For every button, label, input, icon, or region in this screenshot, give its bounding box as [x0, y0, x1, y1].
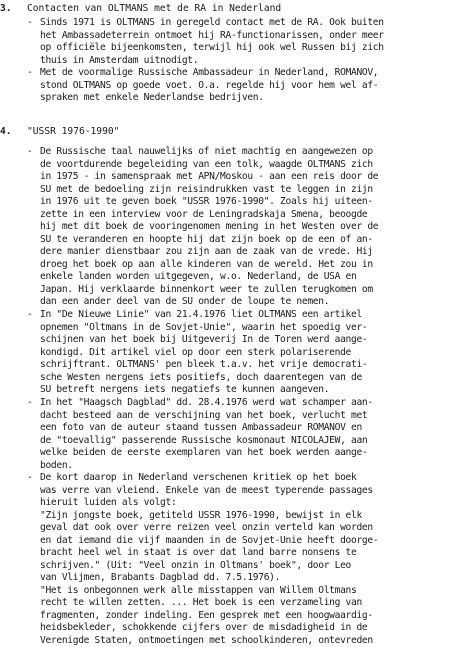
text-line: bracht heel wel in staat is over dat land barre nonsens te: [40, 547, 356, 560]
bullet-dash: -: [27, 17, 33, 30]
text-line: de voortdurende begeleiding van een tolk, waagde OLTMANS zich: [40, 159, 373, 172]
text-line: In "De Nieuwe Linie" van 21.4.1976 liet OLTMANS een artikel: [40, 309, 362, 322]
text-line: hieruit luiden als volgt:: [40, 497, 176, 510]
text-line: in 1975 - in samenspraak met APN/Moskou - aan een reis door de: [40, 171, 378, 184]
text-line: spraken met enkele Nederlandse bedrijven.: [40, 92, 264, 105]
text-line: enkele landen worden uitgegeven, w.o. Nederland, de USA en: [40, 271, 356, 284]
text-line: geval dat ook over verre reizen veel onzin verteld kan worden: [40, 522, 373, 535]
text-line: en dat iemand die vijf maanden in de Sovjet-Unie heeft doorge-: [40, 535, 378, 548]
text-line: Met de voormalige Russische Ambassadeur in Nederland, ROMANOV,: [40, 67, 378, 80]
text-line: SU met de bedoeling zijn reisindrukken vast te leggen in zijn: [40, 184, 373, 197]
section-number: 3.: [0, 3, 12, 16]
text-line: droeg het boek op aan alle kinderen van de wereld. Het zou in: [40, 259, 373, 272]
text-line: De kort daarop in Nederland verschenen kritiek op het boek: [40, 472, 356, 485]
text-line: de "toevallig" passerende Russische kosmonaut NICOLAJEW, aan: [40, 435, 367, 448]
text-line: "Zijn jongste boek, getiteld USSR 1976-1990, bewijst in elk: [40, 510, 362, 523]
text-line: schrijven." (Uit: "Veel onzin in Oltmans' boek", door Leo: [40, 560, 351, 573]
text-line: Verenigde Staten, ontmoetingen met schoolkinderen, ontevreden: [40, 635, 373, 647]
text-line: opnemen "Oltmans in de Sovjet-Unie", waarin het spoedig ver-: [40, 322, 367, 335]
text-line: Japan. Hij verklaarde binnenkort weer te zullen terugkomen om: [40, 284, 373, 297]
text-line: hij met dit boek de vooringenomen mening in het Westen over de: [40, 221, 378, 234]
bullet-dash: -: [27, 146, 33, 159]
text-line: Sinds 1971 is OLTMANS in geregeld contact met de RA. Ook buiten: [40, 17, 384, 30]
bullet-dash: -: [27, 397, 33, 410]
text-line: stond OLTMANS op goede voet. O.a. regelde hij voor hem wel af-: [40, 80, 378, 93]
text-line: schrijftrant. OLTMANS' pen bleek t.a.v. het vrije democrati-: [40, 359, 367, 372]
text-line: het Ambassadeterrein ontmoet hij RA-functionarissen, onder meer: [40, 30, 384, 43]
text-line: van Vlijmen, Brabants Dagblad dd. 7.5.1976).: [40, 572, 280, 585]
text-line: een foto van de auteur staand tussen Ambassadeur ROMANOV en: [40, 422, 362, 435]
text-line: De Russische taal nauwelijks of niet machtig en aangewezen op: [40, 146, 373, 159]
text-line: op officiële bijeenkomsten, terwijl hij ook wel Russen bij zich: [40, 42, 384, 55]
text-line: kondigd. Dit artikel viel op door een sterk polariserende: [40, 347, 351, 360]
text-line: dere manier dienstbaar zou zijn aan de zaak van de vrede. Hij: [40, 246, 373, 259]
text-line: "Het is onbegonnen werk alle misstappen van Willem Oltmans: [40, 585, 356, 598]
bullet-dash: -: [27, 67, 33, 80]
bullet-dash: -: [27, 309, 33, 322]
text-line: zette in een interview voor de Leningradskaja Smena, beoogde: [40, 209, 367, 222]
text-line: boden.: [40, 460, 73, 473]
text-line: in 1976 uit te geven boek "USSR 1976-1990". Zoals hij uiteen-: [40, 196, 373, 209]
text-line: dacht besteed aan de verschijning van het boek, verlucht met: [40, 410, 367, 423]
section-number: 4.: [0, 126, 12, 139]
section-title: Contacten van OLTMANS met de RA in Nederland: [27, 3, 281, 16]
text-line: heidsbekleder, schokkende cijfers over de misdadigheid in de: [40, 622, 367, 635]
bullet-dash: -: [27, 472, 33, 485]
text-line: In het "Haagsch Dagblad" dd. 28.4.1976 werd wat schamper aan-: [40, 397, 373, 410]
text-line: SU te veranderen en hoopte hij dat zijn boek op de een of an-: [40, 234, 373, 247]
section-title: "USSR 1976-1990": [27, 126, 119, 139]
text-line: SU betreft nergens iets negatiefs te kunnen aangeven.: [40, 384, 329, 397]
text-line: was verre van vleiend. Enkele van de meest typerende passages: [40, 485, 373, 498]
text-line: sche Westen nergens iets positiefs, doch daarentegen van de: [40, 372, 362, 385]
text-line: schijnen van het boek bij Uitgeverij In de Toren werd aange-: [40, 334, 367, 347]
text-line: fragmenten, zonder indeling. Een gesprek met een hoogwaardig-: [40, 610, 373, 623]
text-line: welke beiden de eerste exemplaren van het boek werden aange-: [40, 447, 367, 460]
text-line: thuis in Amsterdam uitnodigt.: [40, 55, 198, 68]
text-line: recht te willen zetten. ... Het boek is een verzameling van: [40, 597, 362, 610]
text-line: dan een ander deel van de SU onder de loupe te nemen.: [40, 296, 329, 309]
